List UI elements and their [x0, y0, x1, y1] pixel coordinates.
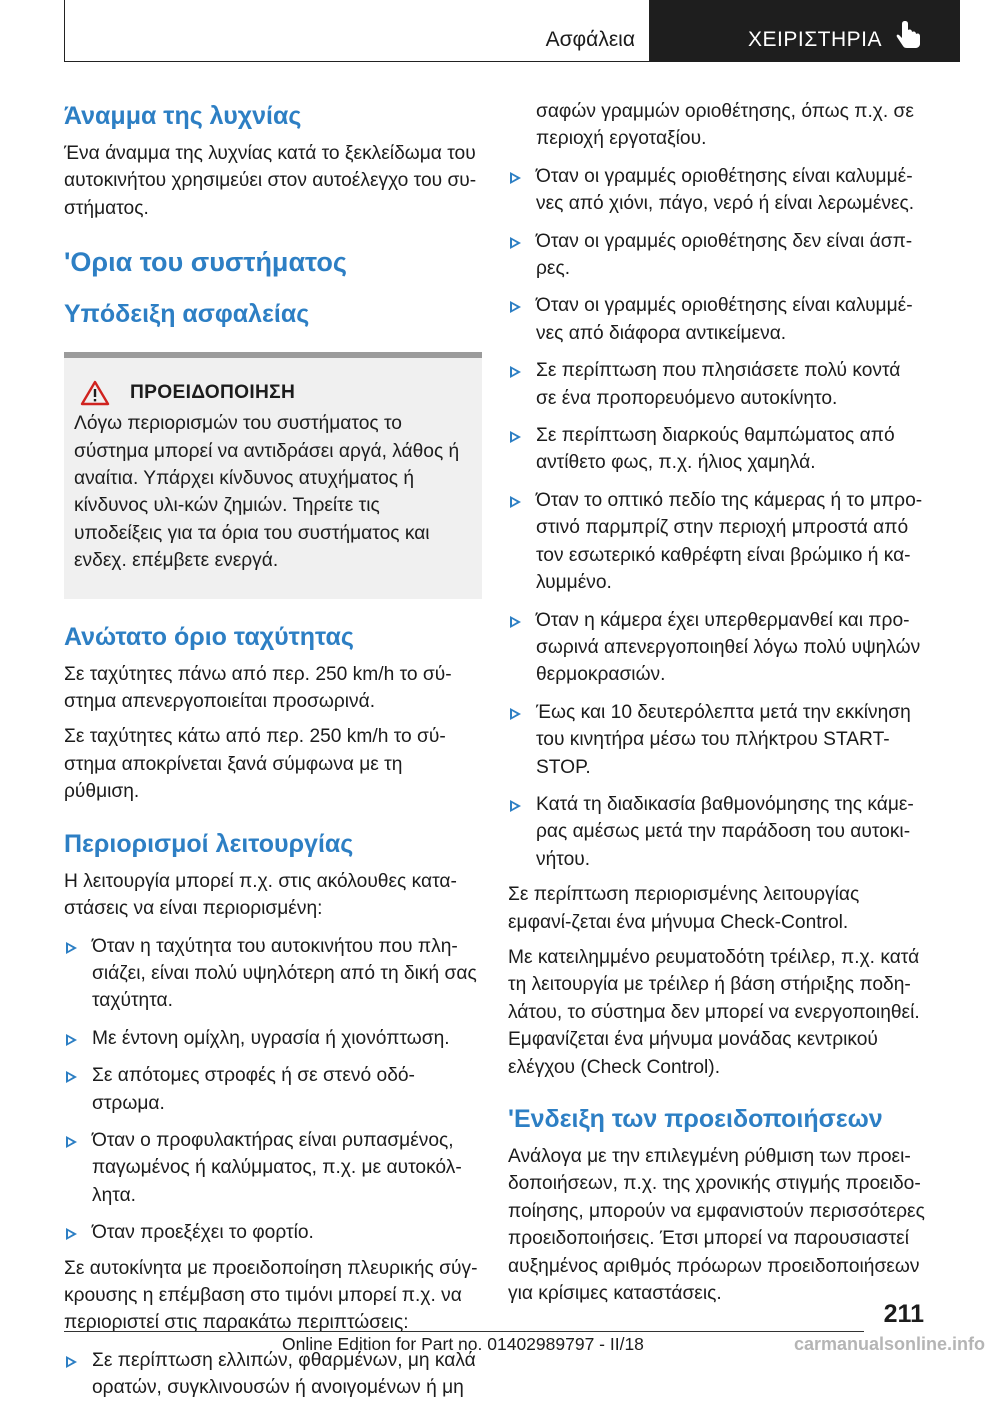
- list-item: Σε απότομες στροφές ή σε στενό οδό-στρωμα.: [64, 1062, 482, 1117]
- chapter-tab: [650, 0, 960, 62]
- bullet-triangle-icon: [510, 366, 521, 378]
- footer-edition: Online Edition for Part no. 01402989797 - II/18: [282, 1334, 644, 1354]
- list-item: Σε περίπτωση που πλησιάσετε πολύ κοντά σε ένα προπορευόμενο αυτοκίνητο.: [508, 357, 926, 412]
- max-speed-text-2: Σε ταχύτητες κάτω από περ. 250 km/h το σύ-στημα αποκρίνεται ξανά σύμφωνα με τη ρύθμιση.: [64, 726, 446, 803]
- bullet-triangle-icon: [510, 431, 521, 443]
- bullet-triangle-icon: [510, 301, 521, 313]
- page-number: 211: [883, 1300, 924, 1328]
- bullet-triangle-icon: [510, 237, 521, 249]
- bullet-triangle-icon: [510, 616, 521, 628]
- bullet-triangle-icon: [510, 708, 521, 720]
- bullet-triangle-icon: [66, 942, 77, 954]
- warning-box: [64, 352, 482, 598]
- bullet-triangle-icon: [66, 1228, 77, 1240]
- lamp-text: Ένα άναμμα της λυχνίας κατά το ξεκλείδωμα του αυτοκινήτου χρησιμεύει στον αυτοέλεγχο του συ-στήματος.: [64, 143, 477, 219]
- bullet-triangle-icon: [66, 1136, 77, 1148]
- continued-text: σαφών γραμμών οριοθέτησης, όπως π.χ. σε περιοχή εργοταξίου.: [536, 101, 914, 150]
- list-item: Με έντονη ομίχλη, υγρασία ή χιονόπτωση.: [64, 1025, 482, 1052]
- bullet-triangle-icon: [66, 1356, 77, 1368]
- header-frame: [64, 0, 650, 62]
- safety-note-heading: Υπόδειξη ασφαλείας: [64, 300, 310, 329]
- warnings-display-text: Ανάλογα με την επιλεγμένη ρύθμιση των προει-δοποιήσεων, π.χ. της χρονικής στιγμής προειδο-ποίησης, μπορούν να εμφανιστούν περισσότερες προειδοποιήσεις. Έτσι μπορεί να παρουσιαστεί αυξημένος αριθμός πρόωρων προειδοποιήσεων για κρίσιμες καταστάσεις.: [508, 1146, 925, 1305]
- function-limits-heading: Περιορισμοί λειτουργίας: [64, 829, 354, 858]
- section-title: Ασφάλεια: [545, 28, 635, 51]
- list-item: Όταν η ταχύτητα του αυτοκινήτου που πλη-σιάζει, είναι πολύ υψηλότερη από τη δική σας ταχύτητα.: [64, 933, 482, 1015]
- list-item: Κατά τη διαδικασία βαθμονόμησης της κάμε-ρας αμέσως μετά την παράδοση του αυτοκι-νήτου.: [508, 791, 926, 873]
- left-column: [64, 100, 482, 1402]
- function-limits-list: [64, 933, 482, 1247]
- bullet-triangle-icon: [510, 172, 521, 184]
- bullet-triangle-icon: [510, 800, 521, 812]
- list-item: Όταν οι γραμμές οριοθέτησης δεν είναι άσπ-ρες.: [508, 228, 926, 283]
- list-item: Σε περίπτωση ελλιπών, φθαρμένων, μη καλά ορατών, συγκλινουσών ή ανοιγομένων ή μη: [64, 1347, 482, 1402]
- list-item: Όταν ο προφυλακτήρας είναι ρυπασμένος, παγωμένος ή καλύμματος, π.χ. με αυτοκόλ-λητα.: [64, 1127, 482, 1209]
- watermark: carmanualsonline.info: [794, 1334, 985, 1354]
- list-item: Σε περίπτωση διαρκούς θαμπώματος από αντίθετο φως, π.χ. ήλιος χαμηλά.: [508, 422, 926, 477]
- bullet-triangle-icon: [66, 1071, 77, 1083]
- warning-text: Λόγω περιορισμών του συστήματος το σύστημα μπορεί να αντιδράσει αργά, λάθος ή αναίτια. Υπάρχει κίνδυνος ατυχήματος ή κίνδυνος υλι-κών ζημιών. Τηρείτε τις υποδείξεις για τα όρια του συστήματος και ενδεχ. επέμβετε ενεργά.: [74, 413, 460, 572]
- limits-list-continued: [508, 163, 926, 873]
- side-collision-text: Σε αυτοκίνητα με προειδοποίηση πλευρικής σύγ-κρουσης η επέμβαση στο τιμόνι μπορεί π.χ. να περιοριστεί στις παρακάτω περιπτώσεις:: [64, 1257, 478, 1334]
- bullet-triangle-icon: [66, 1034, 77, 1046]
- check-control-text: Σε περίπτωση περιορισμένης λειτουργίας εμφανί-ζεται ένα μήνυμα Check-Control.: [508, 884, 860, 933]
- lamp-heading: Άναμμα της λυχνίας: [64, 102, 302, 130]
- max-speed-text-1: Σε ταχύτητες πάνω από περ. 250 km/h το σύ-στημα απενεργοποιείται προσωρινά.: [64, 663, 452, 713]
- warning-triangle-icon: [80, 380, 110, 406]
- list-item: Όταν το οπτικό πεδίο της κάμερας ή το μπρο-στινό παρμπρίζ στην περιοχή μπροστά από τον εσωτερικό καθρέφτη είναι βρώμικο ή κα-λυμμένο.: [508, 487, 926, 597]
- warnings-display-heading: 'Ενδειξη των προειδοποιήσεων: [508, 1105, 883, 1133]
- list-item: Έως και 10 δευτερόλεπτα μετά την εκκίνηση του κινητήρα μέσω του πλήκτρου START-STOP.: [508, 699, 926, 781]
- footer-divider: [64, 1331, 864, 1332]
- max-speed-heading: Ανώτατο όριο ταχύτητας: [64, 622, 354, 651]
- list-item: Όταν οι γραμμές οριοθέτησης είναι καλυμμέ-νες από χιόνι, πάγο, νερό ή είναι λερωμένες.: [508, 163, 926, 218]
- chapter-title: ΧΕΙΡΙΣΤΗΡΙΑ: [748, 28, 883, 51]
- side-collision-list: [64, 1347, 482, 1402]
- hand-pointer-icon: [894, 20, 924, 50]
- warning-title: ΠΡΟΕΙΔΟΠΟΙΗΣΗ: [130, 382, 296, 404]
- list-item: Όταν η κάμερα έχει υπερθερμανθεί και προ-σωρινά απενεργοποιηθεί λόγω πολύ υψηλών θερμοκρασιών.: [508, 607, 926, 689]
- list-item: Όταν προεξέχει το φορτίο.: [64, 1219, 482, 1246]
- function-limits-intro: Η λειτουργία μπορεί π.χ. στις ακόλουθες κατα-στάσεις να είναι περιορισμένη:: [64, 870, 457, 920]
- trailer-text: Με κατειλημμένο ρευματοδότη τρέιλερ, π.χ. κατά τη λειτουργία με τρέιλερ ή βάση στήριξης ποδη-λάτου, το σύστημα δεν μπορεί να ενεργοποιηθεί. Εμφανίζεται ένα μήνυμα μονάδας κεντρικού ελέγχου (Check Control).: [508, 946, 920, 1078]
- list-item: Όταν οι γραμμές οριοθέτησης είναι καλυμμέ-νες από διάφορα αντικείμενα.: [508, 292, 926, 347]
- bullet-triangle-icon: [510, 496, 521, 508]
- right-column: [508, 98, 926, 1307]
- system-limits-heading: 'Ορια του συστήματος: [64, 247, 347, 278]
